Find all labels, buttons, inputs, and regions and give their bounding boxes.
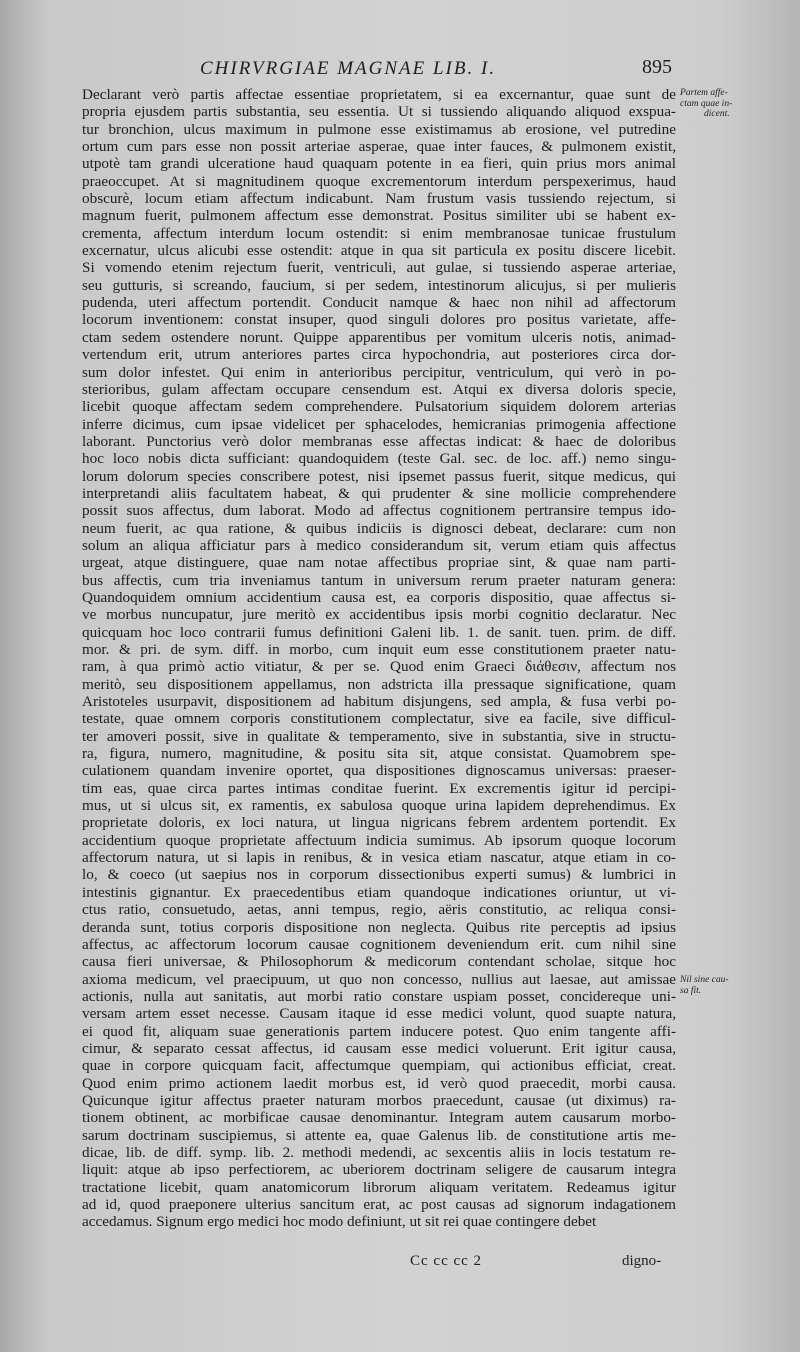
text-line: tractatione licebit, quam anatomicorum librorum aliquam veritatem. Redeamus igitur	[82, 1178, 676, 1196]
text-line: causa fieri universae, & Philosophorum & medicorum contendant scholae, sitque hoc	[82, 953, 676, 971]
text-line: accedamus. Signum ergo medici hoc modo definiunt, ut sit rei quae contingere debet	[82, 1213, 597, 1231]
sidenote-line: sa fit.	[680, 985, 702, 996]
text-line: tim eas, quae circa partes intimas conditae fuerint. Ex excrementis igitur id percipi-	[82, 779, 676, 797]
body-text	[82, 86, 676, 1231]
text-line: propria ejusdem partis substantia, seu essentia. Ut si tussiendo aliquando aliquod exspua-	[82, 103, 676, 121]
text-line: Quandoquidem omnium accidentium causa est, ea corporis dispositio, quae affectus si-	[82, 588, 676, 606]
page-footer	[0, 1253, 800, 1275]
sidenote-line: Partem affe-	[680, 88, 728, 98]
text-line: testate, quae omnem corporis constitutionem complectatur, sive ea facile, sive difficul-	[82, 710, 676, 728]
text-line: inferre dicimus, cum ipsae videlicet per sphacelodes, hemicranias primogenia affectione	[82, 415, 676, 433]
text-line: urgeat, atque distinguere, quae nam notae affectibus propriae sint, & quae nam parti-	[82, 554, 676, 572]
text-line: sum dolor infestet. Qui enim in anterioribus percipitur, ventriculum, qui verò in po-	[82, 363, 676, 381]
text-line: versam artem esset necesse. Causam itaque id esse medici volunt, quod suapte natura,	[82, 1005, 676, 1023]
text-line: tur bronchion, ulcus maximum in pulmone esse existimamus ab erosione, vel putredine	[82, 120, 676, 138]
page-header	[0, 56, 800, 82]
text-line: Aristoteles usurpavit, dispositionem ad habitum disjungens, sed ampla, & fusa verbi po-	[82, 693, 676, 711]
sidenote-line: ctam quae in-	[680, 98, 733, 109]
text-line: sterioribus, gulam affectam occupare censendum est. Atqui ex diversa doloris specie,	[82, 380, 676, 398]
text-line: culationem quandam invenire oportet, qua dispositiones dignoscamus universas: praeser-	[82, 762, 676, 780]
text-line: quae in corpore quicquam facit, affectumque quempiam, qui actionibus efficiat, creat.	[82, 1057, 676, 1075]
sidenote-partem-affectam	[680, 88, 732, 120]
text-line: axioma medicum, vel praecipuum, ut quo non concesso, nullius aut laesae, aut amissae	[82, 970, 676, 988]
text-line: deranda sunt, totius corporis dispositione non neglecta. Quibus rite perceptis ad ipsius	[82, 918, 676, 936]
text-line: locorum inventionem: constat insuper, quod singuli dolores pro positus varietate, affe-	[82, 311, 676, 329]
text-line: ter amoveri possit, sive in qualitate & temperamento, sive in substantia, sive in structu-	[82, 727, 676, 745]
text-line: dicae, lib. de diff. symp. lib. 2. methodi medendi, ac sexcentis aliis in locis testatum re-	[82, 1143, 676, 1161]
text-line: obscurè, locum etiam affectum indicabunt. Nam frustum vasis tussiendo rejectum, si	[82, 190, 676, 208]
text-line: tionem obtinent, ac morbificae causae denominantur. Integram autem causarum morbo-	[82, 1109, 676, 1127]
catchword: digno-	[622, 1253, 662, 1269]
text-line: pudenda, uteri affectum portendit. Conducit namque & haec non nihil ad affectorum	[82, 294, 676, 312]
text-line: laborant. Punctorius verò dolor membranas esse affectas indicat: & haec de doloribus	[82, 432, 676, 450]
text-line: Si vomendo etenim rejectum fuerit, ventriculi, aut gulae, si tussiendo asperae arteriae,	[82, 259, 676, 277]
text-line: hoc loco nobis dicta sufficiant: quandoquidem (teste Gal. sec. de loc. aff.) nemo singu-	[82, 450, 676, 468]
text-line: Quod enim primo actionem laedit morbus est, id verò quod praecedit, morbi causa.	[82, 1074, 676, 1092]
text-line: ei quod fit, aliquam suae generationis partem inducere potest. Quo enim tangente affi-	[82, 1022, 676, 1040]
text-line: lorum dolorum species conscribere potest, nisi ipsemet passus fuerit, sitque medicus, qui	[82, 467, 676, 485]
text-line: affectorum natura, ut si lapis in renibus, & in vesica etiam nascatur, atque etiam in co-	[82, 849, 676, 867]
text-line: magnum fuerit, pulmonem affectum esse demonstrat. Positus similiter ubi se habent ex-	[82, 207, 676, 225]
text-line: Quicunque igitur affectus praeter naturam morbos praecedunt, causae (ut diximus) ra-	[82, 1091, 676, 1109]
text-line: ctam sedem ostendere norunt. Quippe apparentibus per vomitum ulceris notis, animad-	[82, 328, 676, 346]
text-line: crementa, affectum interdum locum ostendit: si enim membranosae tunicae frustulum	[82, 224, 676, 242]
text-line: utpotè tam grandi ulceratione haud quaquam potente in ea fieri, quin prius mors animal	[82, 155, 676, 173]
text-line: proprietate doloris, ex loci natura, ut lingua nigricans febrem ardentem portendit. Ex	[82, 814, 676, 832]
text-line: ve morbus nuncupatur, jure meritò ex accidentibus ipsis morbi cognitio declaratur. Nec	[82, 606, 676, 624]
text-line: excernatur, ulcus alicubi esse ostendit: atque in qua sit particula ex positu discere licebit.	[82, 242, 676, 260]
text-line: ortum cum pars esse non possit arteriae asperae, quae inter fauces, & pulmonem existit,	[82, 138, 676, 156]
text-line: cimur, & separato cessat affectus, id causam esse medici voluerunt. Erit igitur causa,	[82, 1039, 676, 1057]
text-line: liquit: atque ab ipso perfectiorem, ac uberiorem doctrinam seligere de causarum integra	[82, 1161, 676, 1179]
text-line: seu gutturis, si screando, faucium, si per sedem, intestinorum alicujus, si per mulieris	[82, 276, 676, 294]
text-line: ra, figura, numero, magnitudine, & positu sita sit, atque consistat. Quamobrem spe-	[82, 745, 676, 763]
text-line: quicquam hoc loco contrarii fumus definitioni Galeni lib. 1. de sanit. tuen. prim. de diff.	[82, 623, 676, 641]
text-line: accidentium quoque proprietate affectuum indicia sumimus. Ab ipsorum quoque locorum	[82, 831, 676, 849]
text-line: licebit quoque affectam sedem comprehendere. Pulsatorium siquidem dolorem arterias	[82, 398, 676, 416]
text-line: sarum doctrinam suscipiemus, si attente ea, quae Galenus lib. de constitutione artis me-	[82, 1126, 676, 1144]
text-line: neum fuerit, ac qua ratione, & quibus indiciis is dignosci debeat, declarare: cum non	[82, 519, 676, 537]
text-line: praeoccupet. At si magnitudinem quoque excrementorum interdum perspexerimus, haud	[82, 172, 676, 190]
sidenote-line: dicent.	[704, 109, 730, 119]
text-line: ctus ratio, consuetudo, aetas, anni tempus, regio, aëris constitutio, ac reliqua consi-	[82, 901, 676, 919]
signature-mark: Cc cc cc 2	[410, 1253, 483, 1269]
text-line: affectus, ac affectorum locorum causae cognitionem deveniendum erit. cum nihil sine	[82, 935, 676, 953]
sidenote-line: Nil sine cau-	[680, 975, 729, 985]
text-line: ad id, quod praeponere ulterius sancitum erat, ac post causas ad signorum indagationem	[82, 1196, 676, 1213]
text-line: interpretandi aliis facultatem habeat, & qui prudenter & sine mollicie comprehendere	[82, 484, 676, 502]
text-line: possit suos affectus, dum laborat. Modo ad affectus cognitionem pertransire tempus ido-	[82, 502, 676, 520]
text-line: actionis, nulla aut sanitatis, aut morbi ratio constare uspiam posset, concidereque uni-	[82, 987, 676, 1005]
sidenote-nil-sine-causa	[680, 975, 729, 996]
text-line: mor. & pri. de sym. diff. in morbo, cum inquit eum esse constitutionem praeter natu-	[82, 641, 676, 658]
text-line: lo, & coeco (ut saepius nos in corporum dissectionibus experti sumus) & lumbrici in	[82, 866, 676, 884]
text-line: vertendum erit, utrum anteriores partes circa hypochondria, aut posteriores circa dor-	[82, 346, 676, 364]
text-line: intestinis gignantur. Ex praecedentibus etiam quandoque indicationes oriuntur, ut vi-	[82, 883, 676, 901]
text-line: mus, ut si ulcus sit, ex ramentis, ex sabulosa quoque urina lapidem deprehendimus. Ex	[82, 797, 676, 815]
text-line: solum an aliqua afficiatur pars à medico considerandum sit, verum etiam quis affectus	[82, 536, 676, 554]
text-line: Declarant verò partis affectae essentiae proprietatem, si ea excernantur, quae sunt de	[82, 86, 676, 103]
text-line: meritò, seu dispositionem appellamus, non adstricta illa pressaque significatione, quam	[82, 675, 676, 693]
running-title: CHIRVRGIAE MAGNAE LIB. I.	[200, 58, 497, 79]
text-line: ram, à qua primò actio vitiatur, & per se. Quod enim Graeci διάθεσιν, affectum nos	[82, 658, 676, 676]
text-line: bus affectis, cum tria inveniamus tantum in universum rerum praeter naturam genera:	[82, 571, 676, 589]
page-number: 895	[642, 56, 672, 78]
